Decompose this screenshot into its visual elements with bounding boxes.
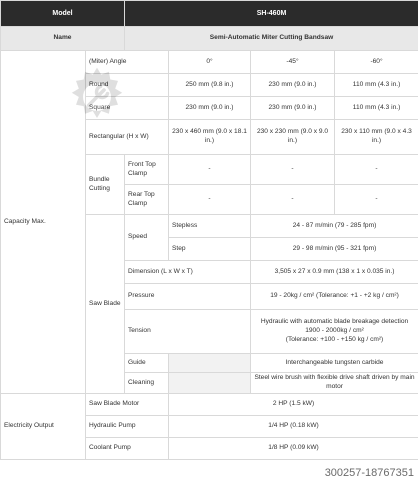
pressure-label: Pressure [125, 284, 251, 310]
saw-blade-motor-row [1, 394, 418, 416]
model-value: SH-460M [125, 1, 418, 27]
tension-line-3: (Tolerance: +100 - +150 kg / cm²) [285, 335, 384, 343]
hydraulic-pump-label: Hydraulic Pump [86, 416, 169, 438]
tension-value [251, 310, 418, 354]
step-label: Step [169, 238, 251, 261]
cleaning-value: Steel wire brush with flexible drive shaft driven by main motor [251, 373, 418, 394]
angle-label: (Miter) Angle [86, 51, 169, 74]
rear-clamp-0: - [169, 185, 251, 215]
square-45: 230 mm (9.0 in.) [251, 97, 335, 120]
dimension-label: Dimension (L x W x T) [125, 261, 251, 284]
cleaning-spacer [169, 373, 251, 394]
tension-line-1: Hydraulic with automatic blade breakage detection [260, 318, 409, 326]
coolant-pump-value: 1/8 HP (0.09 kW) [169, 438, 418, 460]
model-label: Model [1, 1, 125, 27]
front-clamp-45: - [251, 155, 335, 185]
round-45: 230 mm (9.0 in.) [251, 74, 335, 97]
angle-60: -60° [335, 51, 418, 74]
saw-blade-motor-value: 2 HP (1.5 kW) [169, 394, 418, 416]
stepless-value: 24 - 87 m/min (79 - 285 fpm) [251, 215, 418, 238]
rear-clamp-label: Rear Top Clamp [125, 185, 169, 215]
front-clamp-label: Front Top Clamp [125, 155, 169, 185]
round-label: Round [86, 74, 169, 97]
front-clamp-60: - [335, 155, 418, 185]
stepless-label: Stepless [169, 215, 251, 238]
saw-blade-label: Saw Blade [86, 215, 125, 394]
round-0: 250 mm (9.8 in.) [169, 74, 251, 97]
square-label: Square [86, 97, 169, 120]
tension-line-2: 1900 - 2000kg / cm² [305, 327, 364, 335]
cleaning-label: Cleaning [125, 373, 169, 394]
name-label: Name [1, 27, 125, 51]
speed-label: Speed [125, 215, 169, 261]
capacity-label: Capacity Max. [1, 51, 86, 394]
angle-45: -45° [251, 51, 335, 74]
rear-clamp-45: - [251, 185, 335, 215]
round-60: 110 mm (4.3 in.) [335, 74, 418, 97]
square-60: 110 mm (4.3 in.) [335, 97, 418, 120]
rectangular-0: 230 x 460 mm (9.0 x 18.1 in.) [169, 120, 251, 155]
rectangular-45: 230 x 230 mm (9.0 x 9.0 in.) [251, 120, 335, 155]
name-value: Semi-Automatic Miter Cutting Bandsaw [125, 27, 418, 51]
name-row [1, 27, 418, 51]
dimension-value: 3,505 x 27 x 0.9 mm (138 x 1 x 0.035 in.) [251, 261, 418, 284]
angle-row [1, 51, 418, 74]
bundle-cutting-label: Bundle Cutting [86, 155, 125, 215]
listing-id-watermark: 300257-18767351 [324, 467, 414, 479]
front-clamp-0: - [169, 155, 251, 185]
rectangular-60: 230 x 110 mm (9.0 x 4.3 in.) [335, 120, 418, 155]
guide-spacer [169, 354, 251, 373]
coolant-pump-label: Coolant Pump [86, 438, 169, 460]
square-0: 230 mm (9.0 in.) [169, 97, 251, 120]
electricity-label: Electricity Output [1, 394, 86, 460]
pressure-value: 19 - 20kg / cm² (Tolerance: +1 - +2 kg / cm²) [251, 284, 418, 310]
angle-0: 0° [169, 51, 251, 74]
rectangular-label: Rectangular (H x W) [86, 120, 169, 155]
saw-blade-motor-label: Saw Blade Motor [86, 394, 169, 416]
rear-clamp-60: - [335, 185, 418, 215]
guide-value: Interchangeable tungsten carbide [251, 354, 418, 373]
hydraulic-pump-value: 1/4 HP (0.18 kW) [169, 416, 418, 438]
tension-label: Tension [125, 310, 251, 354]
header-row [1, 1, 418, 27]
guide-label: Guide [125, 354, 169, 373]
step-value: 29 - 98 m/min (95 - 321 fpm) [251, 238, 418, 261]
